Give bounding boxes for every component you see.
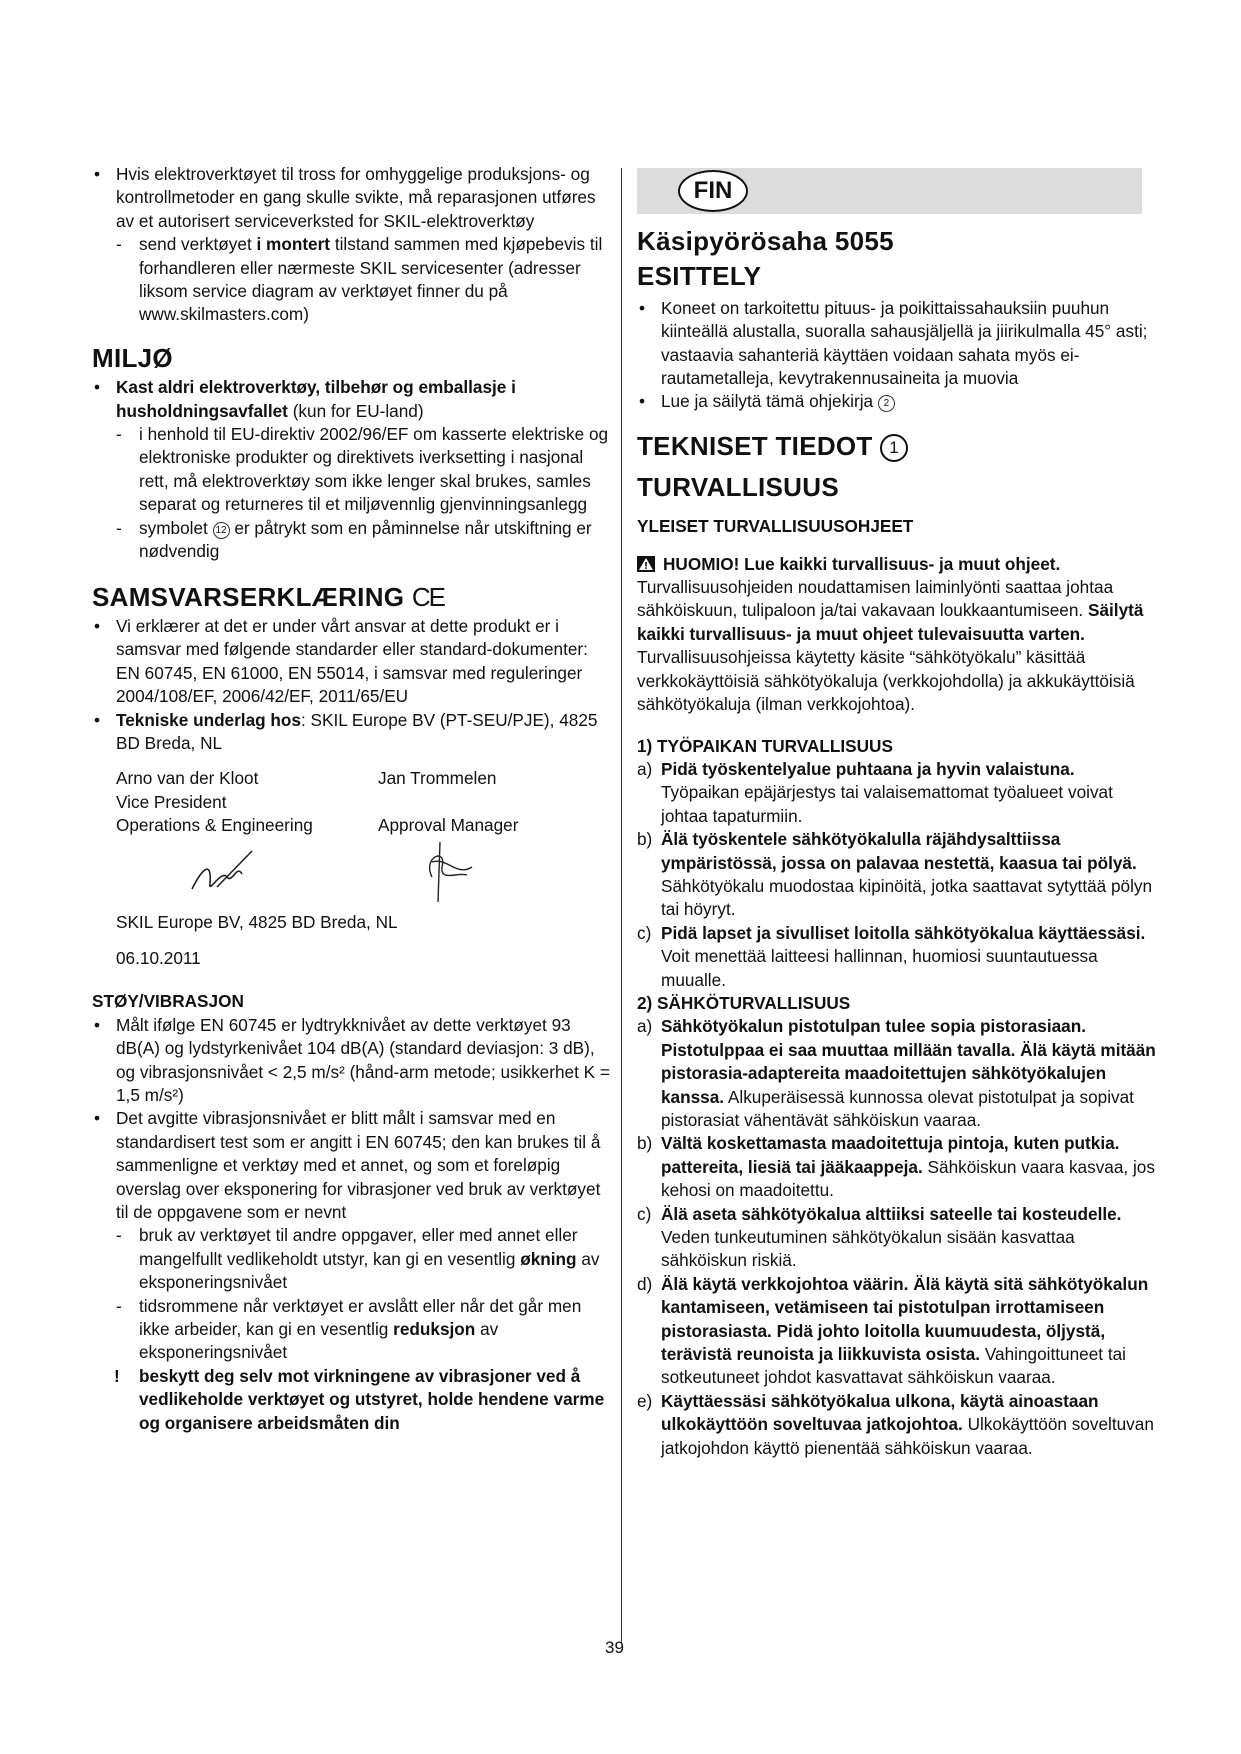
callout-number: 12 bbox=[213, 522, 230, 539]
section-title-tekniset: TEKNISET TIEDOT 1 bbox=[637, 434, 1157, 462]
signature-1-icon bbox=[182, 839, 272, 899]
list-item: • Hvis elektroverktøyet til tross for omhyggelige produksjons- og kontrollmetoder en gang skulle svikte, må reparasjonen utføres av et autorisert serviceverksted for SKIL-elektroverktøy bbox=[92, 163, 612, 233]
list-item: • Kast aldri elektroverktøy, tilbehør og emballasje i husholdningsavfallet (kun for EU-land) bbox=[92, 376, 612, 423]
section-title-stoy: STØY/VIBRASJON bbox=[92, 991, 244, 1012]
warning-item: ! beskytt deg selv mot virkningene av vibrasjoner ved å vedlikeholde verktøyet og utstyret, holde hendene varme og organisere arbeidsmåten din bbox=[114, 1365, 605, 1433]
list-item: - bruk av verktøyet til andre oppgaver, eller med annet eller mangelfullt vedlikeholdt utstyr, kan gi en vesentlig økning av eksponeringsnivået bbox=[116, 1225, 600, 1293]
ce-mark: CE bbox=[411, 581, 444, 612]
list-item: c) Älä aseta sähkötyökalua alttiiksi sateelle tai kosteudelle. Veden tunkeutuminen sähkötyökalun sisään kasvattaa sähköiskun riskiä. bbox=[637, 1203, 1122, 1271]
product-title: Käsipyörösaha 5055 bbox=[637, 226, 894, 256]
subsection-title: 2) SÄHKÖTURVALLISUUS bbox=[637, 992, 851, 1013]
subsection-title: YLEISET TURVALLISUUSOHJEET bbox=[637, 516, 914, 537]
list-item: e) Käyttäessäsi sähkötyökalua ulkona, käytä ainoastaan ulkokäyttöön soveltuvaa jatkojohtoa. Ulkokäyttöön soveltuvan jatkojohdon käyttö pienentää sähköiskun vaaraa. bbox=[637, 1390, 1154, 1458]
list-item: c) Pidä lapset ja sivulliset loitolla sähkötyökalua käyttäessäsi. Voit menettää laitteesi hallinnan, huomiosi suuntautuessa muualle. bbox=[637, 922, 1146, 990]
callout-number: 2 bbox=[878, 395, 895, 412]
list-item: b) Älä työskentele sähkötyökalulla räjähdysalttiissa ympäristössä, jossa on palavaa nestettä, kaasua tai pölyä. Sähkötyökalu muodostaa kipinöitä, jotka saattavat sytyttää pölyn tai höyryt. bbox=[637, 829, 1153, 920]
list-item: • Lue ja säilytä tämä ohjekirja 2 bbox=[637, 390, 1157, 413]
signatory-name: Arno van der Kloot bbox=[116, 768, 259, 789]
section-title-miljo: MILJØ bbox=[92, 342, 173, 373]
list-item: a) Pidä työskentelyalue puhtaana ja hyvin valaistuna. Työpaikan epäjärjestys tai valaisemattomat työalueet voivat johtaa tapaturmiin. bbox=[637, 758, 1113, 826]
list-item: • Målt ifølge EN 60745 er lydtrykknivået av dette verktøyet 93 dB(A) og lydstyrkenivået 104 dB(A) (standard deviasjon: 3 dB), og vibrasjonsnivået < 2,5 m/s² (hånd-arm metode; usikkerhet K = 1,5 m/s²) bbox=[92, 1014, 612, 1108]
warning-triangle-icon bbox=[637, 556, 655, 572]
list-item: a) Sähkötyökalun pistotulpan tulee sopia pistorasiaan. Pistotulppaa ei saa muuttaa millään tavalla. Älä käytä mitään pistorasia-adaptereita maadoitettujen sähkötyökalujen kanssa. Alkuperäisessä kunnossa olevat pistotulpat ja sopivat pistorasiat vähentävät sähköiskun vaaraa. bbox=[637, 1016, 1156, 1130]
declaration-date: 06.10.2011 bbox=[116, 948, 201, 969]
company-address: SKIL Europe BV, 4825 BD Breda, NL bbox=[116, 912, 398, 933]
page-number: 39 bbox=[605, 1638, 624, 1657]
list-item: d) Älä käytä verkkojohtoa väärin. Älä käytä sitä sähkötyökalun kantamiseen, vetämiseen tai pistotulpan irrottamiseen pistorasiasta. Pidä johto loitolla kuumuudesta, öljystä, terävistä reunoista ja liikkuvista osista. Vahingoittuneet tai sotkeutuneet johdot kasvattavat sähköiskun vaaraa. bbox=[637, 1273, 1149, 1388]
list-item: • Koneet on tarkoitettu pituus- ja poikittaissahauksiin puuhun kiinteällä alustalla, suoralla sahausjäljellä ja jiirikulmalla 45° asti; vastaavia sahanteriä käyttäen voidaan sahata myös ei-rautametalleja, kevytrakennusaineita ja muovia bbox=[637, 297, 1157, 391]
subsection-title: 1) TYÖPAIKAN TURVALLISUUS bbox=[637, 735, 893, 756]
list-item: - send verktøyet i montert tilstand sammen med kjøpebevis til forhandleren eller nærmeste SKIL servicesenter (adresser liksom service diagram av verktøyet finner du på www.skilmasters.com) bbox=[116, 234, 603, 325]
right-column bbox=[637, 168, 1157, 1460]
signature-block bbox=[92, 767, 612, 969]
language-badge: FIN bbox=[678, 170, 748, 212]
callout-number: 1 bbox=[880, 434, 908, 462]
list-item: - i henhold til EU-direktiv 2002/96/EF om kasserte elektriske og elektroniske produkter og direktivets iverksetting i nasjonal rett, må elektroverktøy som ikke lenger skal brukes, samles separat og returneres til et miljøvennlig gjenvinningsanlegg bbox=[116, 424, 609, 515]
signatory-title: Approval Manager bbox=[378, 815, 519, 836]
list-item: • Det avgitte vibrasjonsnivået er blitt målt i samsvar med en standardisert test som er angitt i EN 60745; den kan brukes til å sammenligne et verktøy med et annet, og som et foreløpig overslag over eksponering for vibrasjoner ved bruk av verktøyet til de oppgavene som er nevnt bbox=[92, 1107, 612, 1224]
signatory-name: Jan Trommelen bbox=[378, 768, 497, 789]
list-item: - symbolet 12 er påtrykt som en påminnelse når utskiftning er nødvendig bbox=[116, 517, 592, 562]
list-item: • Vi erklærer at det er under vårt ansvar at dette produkt er i samsvar med følgende standarder eller standard-dokumenter: EN 60745, EN 61000, EN 55014, i samsvar med reguleringer 2004/108/EF, 2006/42/EF, 2011/65/EU bbox=[92, 615, 612, 709]
warning-paragraph: HUOMIO! Lue kaikki turvallisuus- ja muut ohjeet. Turvallisuusohjeiden noudattamisen laiminlyönti saattaa johtaa sähköiskuun, tulipaloon ja/tai vakavaan loukkaantumiseen. Säilytä kaikki turvallisuus- ja muut ohjeet tulevaisuutta varten. Turvallisuusohjeissa käytetty käsite “sähkötyökalu” käsittää verkkokäyttöisiä sähkötyökaluja (verkkojohdolla) ja akkukäyttöisiä sähkötyökaluja (ilman verkkojohtoa). bbox=[637, 553, 1144, 715]
list-item: - tidsrommene når verktøyet er avslått eller når det går men ikke arbeider, kan gi en vesentlig reduksjon av eksponeringsnivået bbox=[116, 1295, 582, 1363]
section-title-esittely: ESITTELY bbox=[637, 261, 762, 292]
section-title-turvallisuus: TURVALLISUUS bbox=[637, 471, 839, 502]
column-divider bbox=[621, 168, 622, 1643]
section-title-samsvar: SAMSVARSERKLÆRING CE bbox=[92, 581, 444, 612]
left-column bbox=[92, 163, 612, 1435]
list-item: b) Vältä koskettamasta maadoitettuja pintoja, kuten putkia. pattereita, liesiä tai jääkaappeja. Sähköiskun vaara kasvaa, jos kehosi on maadoitettu. bbox=[637, 1133, 1155, 1201]
list-item: • Tekniske underlag hos: SKIL Europe BV (PT-SEU/PJE), 4825 BD Breda, NL bbox=[92, 709, 612, 756]
signature-2-icon bbox=[412, 837, 492, 907]
language-header-bar bbox=[637, 168, 1142, 214]
signatory-title: Vice President bbox=[116, 791, 227, 812]
signatory-title: Operations & Engineering bbox=[116, 815, 313, 836]
